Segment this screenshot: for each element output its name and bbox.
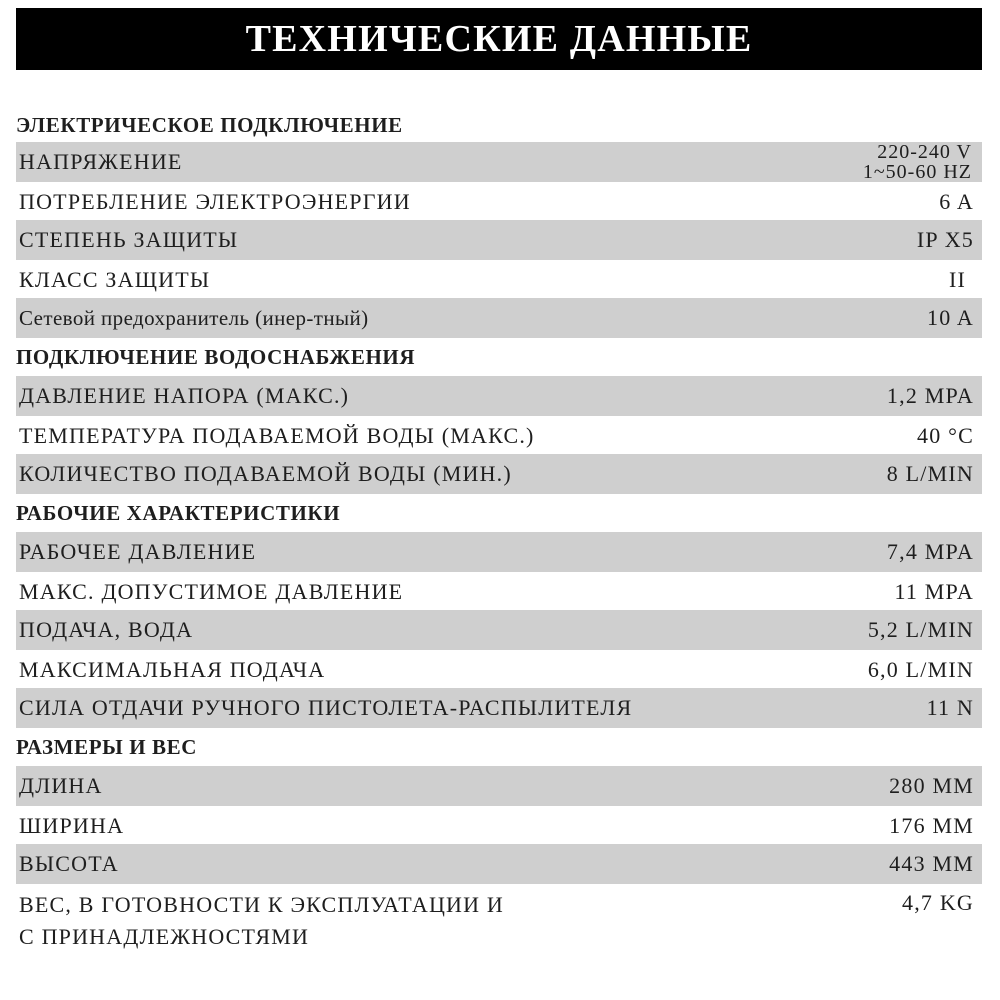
section-heading-electric: ЭЛЕКТРИЧЕСКОЕ ПОДКЛЮЧЕНИЕ bbox=[16, 112, 403, 137]
spec-value: 6,0 L/MIN bbox=[867, 657, 974, 682]
section-heading-dimensions: РАЗМЕРЫ И ВЕС bbox=[16, 734, 197, 759]
spec-row-inlet-flow bbox=[16, 454, 982, 494]
spec-value: 443 MM bbox=[889, 851, 974, 876]
spec-row-weight bbox=[16, 886, 982, 950]
spec-label: ШИРИНА bbox=[19, 813, 125, 838]
spec-label: МАКСИМАЛЬНАЯ ПОДАЧА bbox=[19, 657, 326, 682]
spec-label: СТЕПЕНЬ ЗАЩИТЫ bbox=[19, 227, 239, 252]
spec-label: Сетевой предохранитель (инер-тный) bbox=[19, 305, 369, 330]
spec-value: 11 MPA bbox=[894, 579, 974, 604]
spec-value: 11 N bbox=[926, 695, 974, 720]
spec-value: 40 °C bbox=[917, 423, 974, 448]
spec-value: 7,4 MPA bbox=[886, 539, 974, 564]
spec-value: 10 A bbox=[927, 305, 974, 330]
spec-value: IP X5 bbox=[916, 227, 974, 252]
section-heading-water: ПОДКЛЮЧЕНИЕ ВОДОСНАБЖЕНИЯ bbox=[16, 344, 416, 369]
spec-row-protection-degree bbox=[16, 220, 982, 260]
spec-value bbox=[863, 142, 972, 182]
spec-row-work-pressure bbox=[16, 532, 982, 572]
spec-value: 4,7 KG bbox=[902, 890, 974, 915]
spec-value-line: 1~50-60 HZ bbox=[862, 161, 972, 183]
spec-value: 280 MM bbox=[889, 773, 974, 798]
spec-value: 176 MM bbox=[889, 813, 974, 838]
spec-row-inlet-temperature bbox=[16, 416, 982, 456]
spec-label: ДЛИНА bbox=[19, 773, 103, 798]
spec-label bbox=[19, 889, 619, 953]
spec-row-length bbox=[16, 766, 982, 806]
spec-row-height bbox=[16, 844, 982, 884]
spec-row-width bbox=[16, 806, 982, 846]
section-heading-performance: РАБОЧИЕ ХАРАКТЕРИСТИКИ bbox=[16, 500, 341, 525]
spec-label-line: С ПРИНАДЛЕЖНОСТЯМИ bbox=[19, 924, 310, 949]
spec-value: 1,2 MPA bbox=[886, 383, 974, 408]
spec-label: ТЕМПЕРАТУРА ПОДАВАЕМОЙ ВОДЫ (МАКС.) bbox=[19, 423, 535, 448]
spec-label: МАКС. ДОПУСТИМОЕ ДАВЛЕНИЕ bbox=[19, 579, 404, 604]
spec-row-power bbox=[16, 182, 982, 222]
spec-row-recoil bbox=[16, 688, 982, 728]
page-title: ТЕХНИЧЕСКИЕ ДАННЫЕ bbox=[16, 8, 982, 70]
spec-label: РАБОЧЕЕ ДАВЛЕНИЕ bbox=[19, 539, 257, 564]
spec-label: ВЫСОТА bbox=[19, 851, 119, 876]
spec-label: СИЛА ОТДАЧИ РУЧНОГО ПИСТОЛЕТА-РАСПЫЛИТЕЛЯ bbox=[19, 695, 633, 720]
spec-row-max-pressure bbox=[16, 572, 982, 612]
spec-value: 5,2 L/MIN bbox=[867, 617, 974, 642]
spec-row-protection-class bbox=[16, 260, 982, 300]
spec-value-line: 220-240 V bbox=[877, 141, 972, 163]
spec-value: 6 A bbox=[939, 189, 974, 214]
spec-row-voltage bbox=[16, 142, 982, 182]
spec-label: КЛАСС ЗАЩИТЫ bbox=[19, 267, 211, 292]
spec-value: II bbox=[948, 267, 966, 292]
spec-row-feed bbox=[16, 610, 982, 650]
spec-row-fuse bbox=[16, 298, 982, 338]
spec-label: НАПРЯЖЕНИЕ bbox=[19, 149, 183, 174]
spec-label: ПОДАЧА, ВОДА bbox=[19, 617, 194, 642]
spec-row-max-feed bbox=[16, 650, 982, 690]
spec-label: КОЛИЧЕСТВО ПОДАВАЕМОЙ ВОДЫ (МИН.) bbox=[19, 461, 512, 486]
spec-label: ДАВЛЕНИЕ НАПОРА (МАКС.) bbox=[19, 383, 350, 408]
spec-row-inlet-pressure bbox=[16, 376, 982, 416]
spec-value: 8 L/MIN bbox=[886, 461, 974, 486]
spec-label: ПОТРЕБЛЕНИЕ ЭЛЕКТРОЭНЕРГИИ bbox=[19, 189, 411, 214]
spec-label-line: ВЕС, В ГОТОВНОСТИ К ЭКСПЛУАТАЦИИ И bbox=[19, 892, 504, 917]
